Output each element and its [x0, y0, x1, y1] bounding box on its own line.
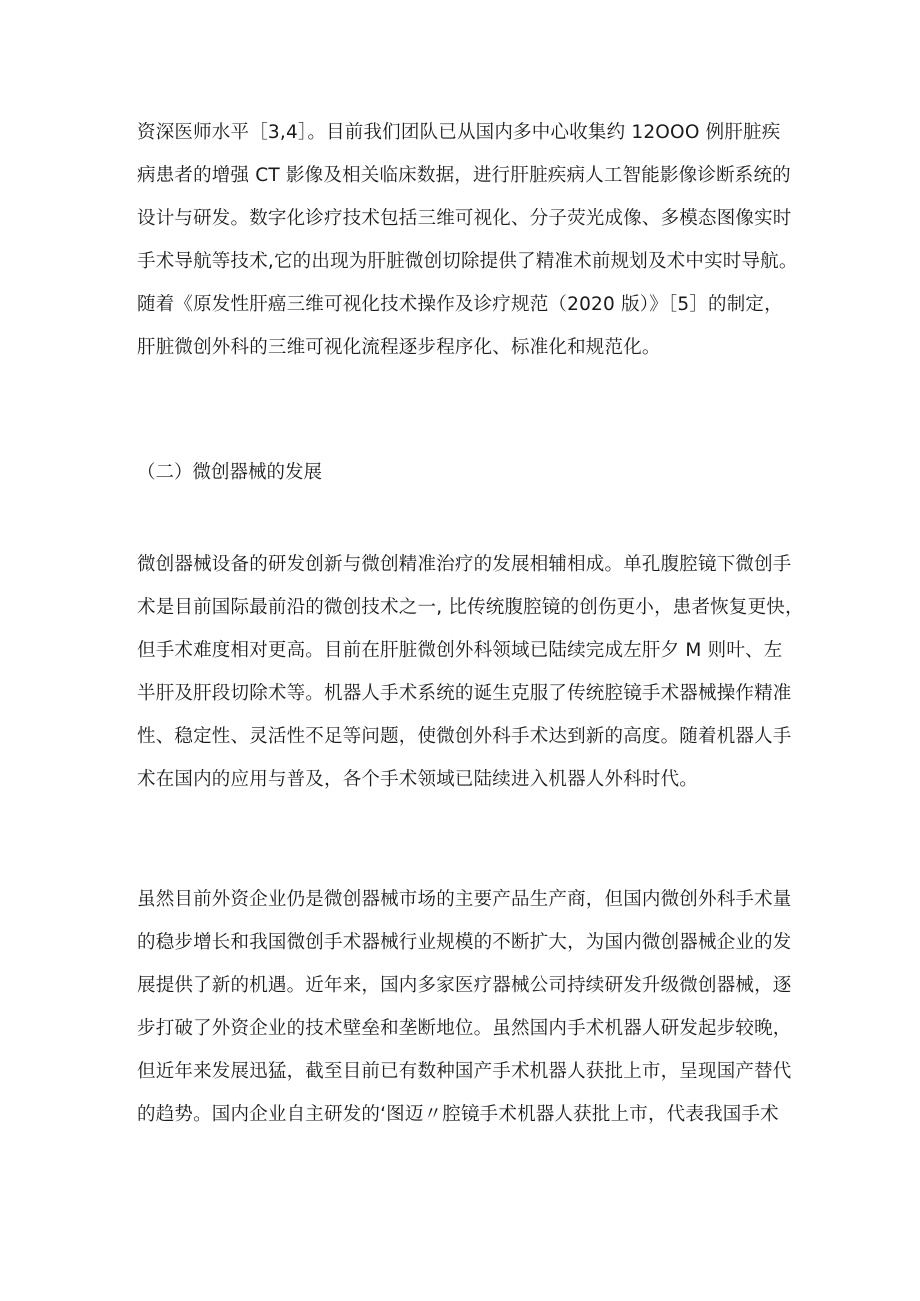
- text-line: 但近年来发展迅猛，截至目前已有数种国产手术机器人获批上市，呈现国产替代: [137, 1061, 792, 1082]
- text-line: 设计与研发。数字化诊疗技术包括三维可视化、分子荧光成像、多模态图像实时: [137, 208, 792, 229]
- text-line: 的稳步增长和我国微创手术器械行业规模的不断扩大，为国内微创器械企业的发: [137, 932, 792, 953]
- text-line: 微创器械设备的研发创新与微创精准治疗的发展相辅相成。单孔腹腔镜下微创手: [137, 554, 792, 575]
- paragraph-1: [137, 111, 797, 369]
- text-line: 但手术难度相对更高。目前在肝脏微创外科领域已陆续完成左肝夕 M 则叶、左: [137, 640, 783, 661]
- text-line: 展提供了新的机遇。近年来，国内多家医疗器械公司持续研发升级微创器械，逐: [137, 975, 792, 996]
- text-line: 步打破了外资企业的技术壁垒和垄断地位。虽然国内手术机器人研发起步较晚，: [137, 1018, 792, 1039]
- text-line: 虽然目前外资企业仍是微创器械市场的主要产品生产商，但国内微创外科手术量: [137, 889, 792, 910]
- text-line: 的趋势。国内企业自主研发的‘图迈〃腔镜手术机器人获批上市，代表我国手术: [137, 1104, 779, 1125]
- text-line: 资深医师水平［3,4］。目前我们团队已从国内多中心收集约 12OOO 例肝脏疾: [137, 122, 781, 143]
- section-heading: （二）微创器械的发展: [137, 462, 323, 483]
- paragraph-2: [137, 543, 804, 801]
- text-line: 病患者的增强 CT 影像及相关临床数据，进行肝脏疾病人工智能影像诊断系统的: [137, 165, 791, 186]
- text-line: 肝脏微创外科的三维可视化流程逐步程序化、标准化和规范化。: [137, 337, 661, 358]
- text-line: 术是目前国际最前沿的微创技术之一, 比传统腹腔镜的创伤更小，患者恢复更快，: [137, 597, 804, 618]
- text-line: 术在国内的应用与普及，各个手术领域已陆续进入机器人外科时代。: [137, 769, 699, 790]
- text-line: 性、稳定性、灵活性不足等问题，使微创外科手术达到新的高度。随着机器人手: [137, 726, 792, 747]
- text-line: 手术导航等技术,它的出现为肝脏微创切除提供了精准术前规划及术中实时导航。: [137, 251, 798, 272]
- paragraph-3: [137, 878, 797, 1136]
- text-line: 随着《原发性肝癌三维可视化技术操作及诊疗规范（2020 版）》［5］的制定，: [137, 294, 783, 315]
- text-line: 半肝及肝段切除术等。机器人手术系统的诞生克服了传统腔镜手术器械操作精准: [137, 683, 792, 704]
